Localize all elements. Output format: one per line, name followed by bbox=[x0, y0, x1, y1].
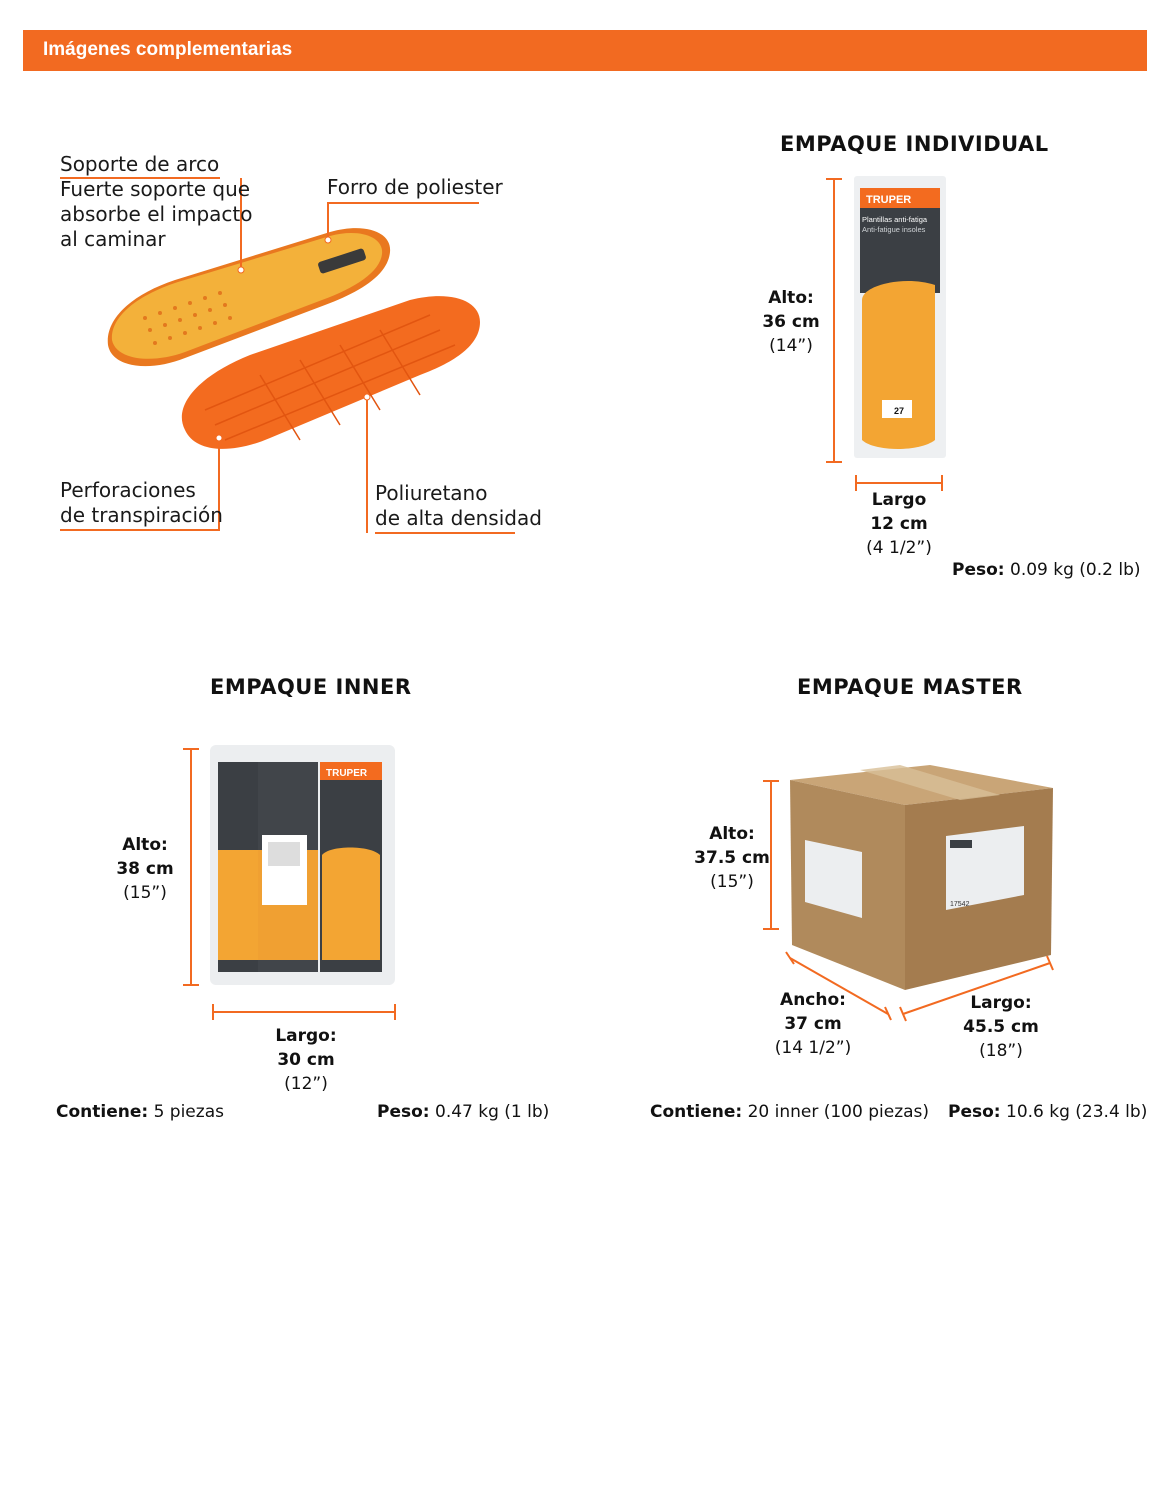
master-ancho bbox=[768, 988, 858, 1060]
inner-contiene-label: Contiene: bbox=[56, 1102, 149, 1122]
master-contiene-label: Contiene: bbox=[650, 1102, 743, 1122]
master-contiene-value: 20 inner (100 piezas) bbox=[747, 1102, 930, 1122]
inner-largo-value: 30 cm bbox=[277, 1050, 335, 1070]
inner-alto-label: Alto: bbox=[122, 835, 168, 855]
master-largo bbox=[955, 991, 1047, 1063]
inner-largo-label: Largo: bbox=[275, 1026, 337, 1046]
inner-peso-value: 0.47 kg (1 lb) bbox=[435, 1102, 550, 1122]
master-title: EMPAQUE MASTER bbox=[797, 675, 1023, 699]
master-box-code: 17542 bbox=[950, 901, 970, 908]
individual-peso-label: Peso: bbox=[952, 560, 1005, 580]
individual-brand: TRUPER bbox=[866, 194, 912, 206]
feature-perforations-line-2: de transpiración bbox=[60, 503, 223, 527]
individual-largo-value: 12 cm bbox=[870, 514, 928, 534]
master-alto-label: Alto: bbox=[709, 824, 755, 844]
master-alto-imperial: (15”) bbox=[710, 872, 754, 892]
master-ancho-imperial: (14 1/2”) bbox=[774, 1038, 852, 1058]
feature-arch-title: Soporte de arco bbox=[60, 152, 220, 176]
individual-size-label: 27 bbox=[894, 406, 905, 416]
inner-largo-imperial: (12”) bbox=[284, 1074, 328, 1094]
individual-peso-value: 0.09 kg (0.2 lb) bbox=[1010, 560, 1141, 580]
master-peso-value: 10.6 kg (23.4 lb) bbox=[1006, 1102, 1148, 1122]
master-ancho-value: 37 cm bbox=[784, 1014, 842, 1034]
inner-title: EMPAQUE INNER bbox=[210, 675, 412, 699]
feature-arch-desc-1: Fuerte soporte que bbox=[60, 177, 251, 201]
inner-alto-value: 38 cm bbox=[116, 859, 174, 879]
master-alto bbox=[692, 822, 772, 894]
individual-alto-imperial: (14”) bbox=[769, 336, 813, 356]
individual-alto-label: Alto: bbox=[768, 288, 814, 308]
feature-arch-desc-3: al caminar bbox=[60, 227, 166, 251]
master-alto-value: 37.5 cm bbox=[694, 848, 770, 868]
inner-alto-imperial: (15”) bbox=[123, 883, 167, 903]
individual-product-name-en: Anti-fatigue insoles bbox=[862, 225, 926, 234]
master-largo-imperial: (18”) bbox=[979, 1041, 1023, 1061]
master-largo-label: Largo: bbox=[970, 993, 1032, 1013]
individual-product-name-es: Plantillas anti-fatiga bbox=[862, 215, 928, 224]
individual-largo-label: Largo bbox=[871, 490, 927, 510]
individual-title: EMPAQUE INDIVIDUAL bbox=[780, 132, 1049, 156]
feature-lining-title: Forro de poliester bbox=[327, 175, 503, 199]
master-peso-label: Peso: bbox=[948, 1102, 1001, 1122]
feature-arch-desc-2: absorbe el impacto bbox=[60, 202, 253, 226]
feature-polyurethane-line-1: Poliuretano bbox=[375, 481, 488, 505]
inner-peso-label: Peso: bbox=[377, 1102, 430, 1122]
inner-contiene-value: 5 piezas bbox=[153, 1102, 224, 1122]
master-peso bbox=[948, 1102, 1147, 1122]
master-largo-value: 45.5 cm bbox=[963, 1017, 1039, 1037]
individual-alto-value: 36 cm bbox=[762, 312, 820, 332]
inner-brand: TRUPER bbox=[326, 768, 368, 779]
individual-largo-imperial: (4 1/2”) bbox=[866, 538, 932, 558]
feature-polyurethane-line-2: de alta densidad bbox=[375, 506, 542, 530]
feature-perforations-line-1: Perforaciones bbox=[60, 478, 196, 502]
section-title: Imágenes complementarias bbox=[43, 39, 293, 60]
master-ancho-label: Ancho: bbox=[780, 990, 846, 1010]
master-contiene bbox=[650, 1102, 929, 1122]
